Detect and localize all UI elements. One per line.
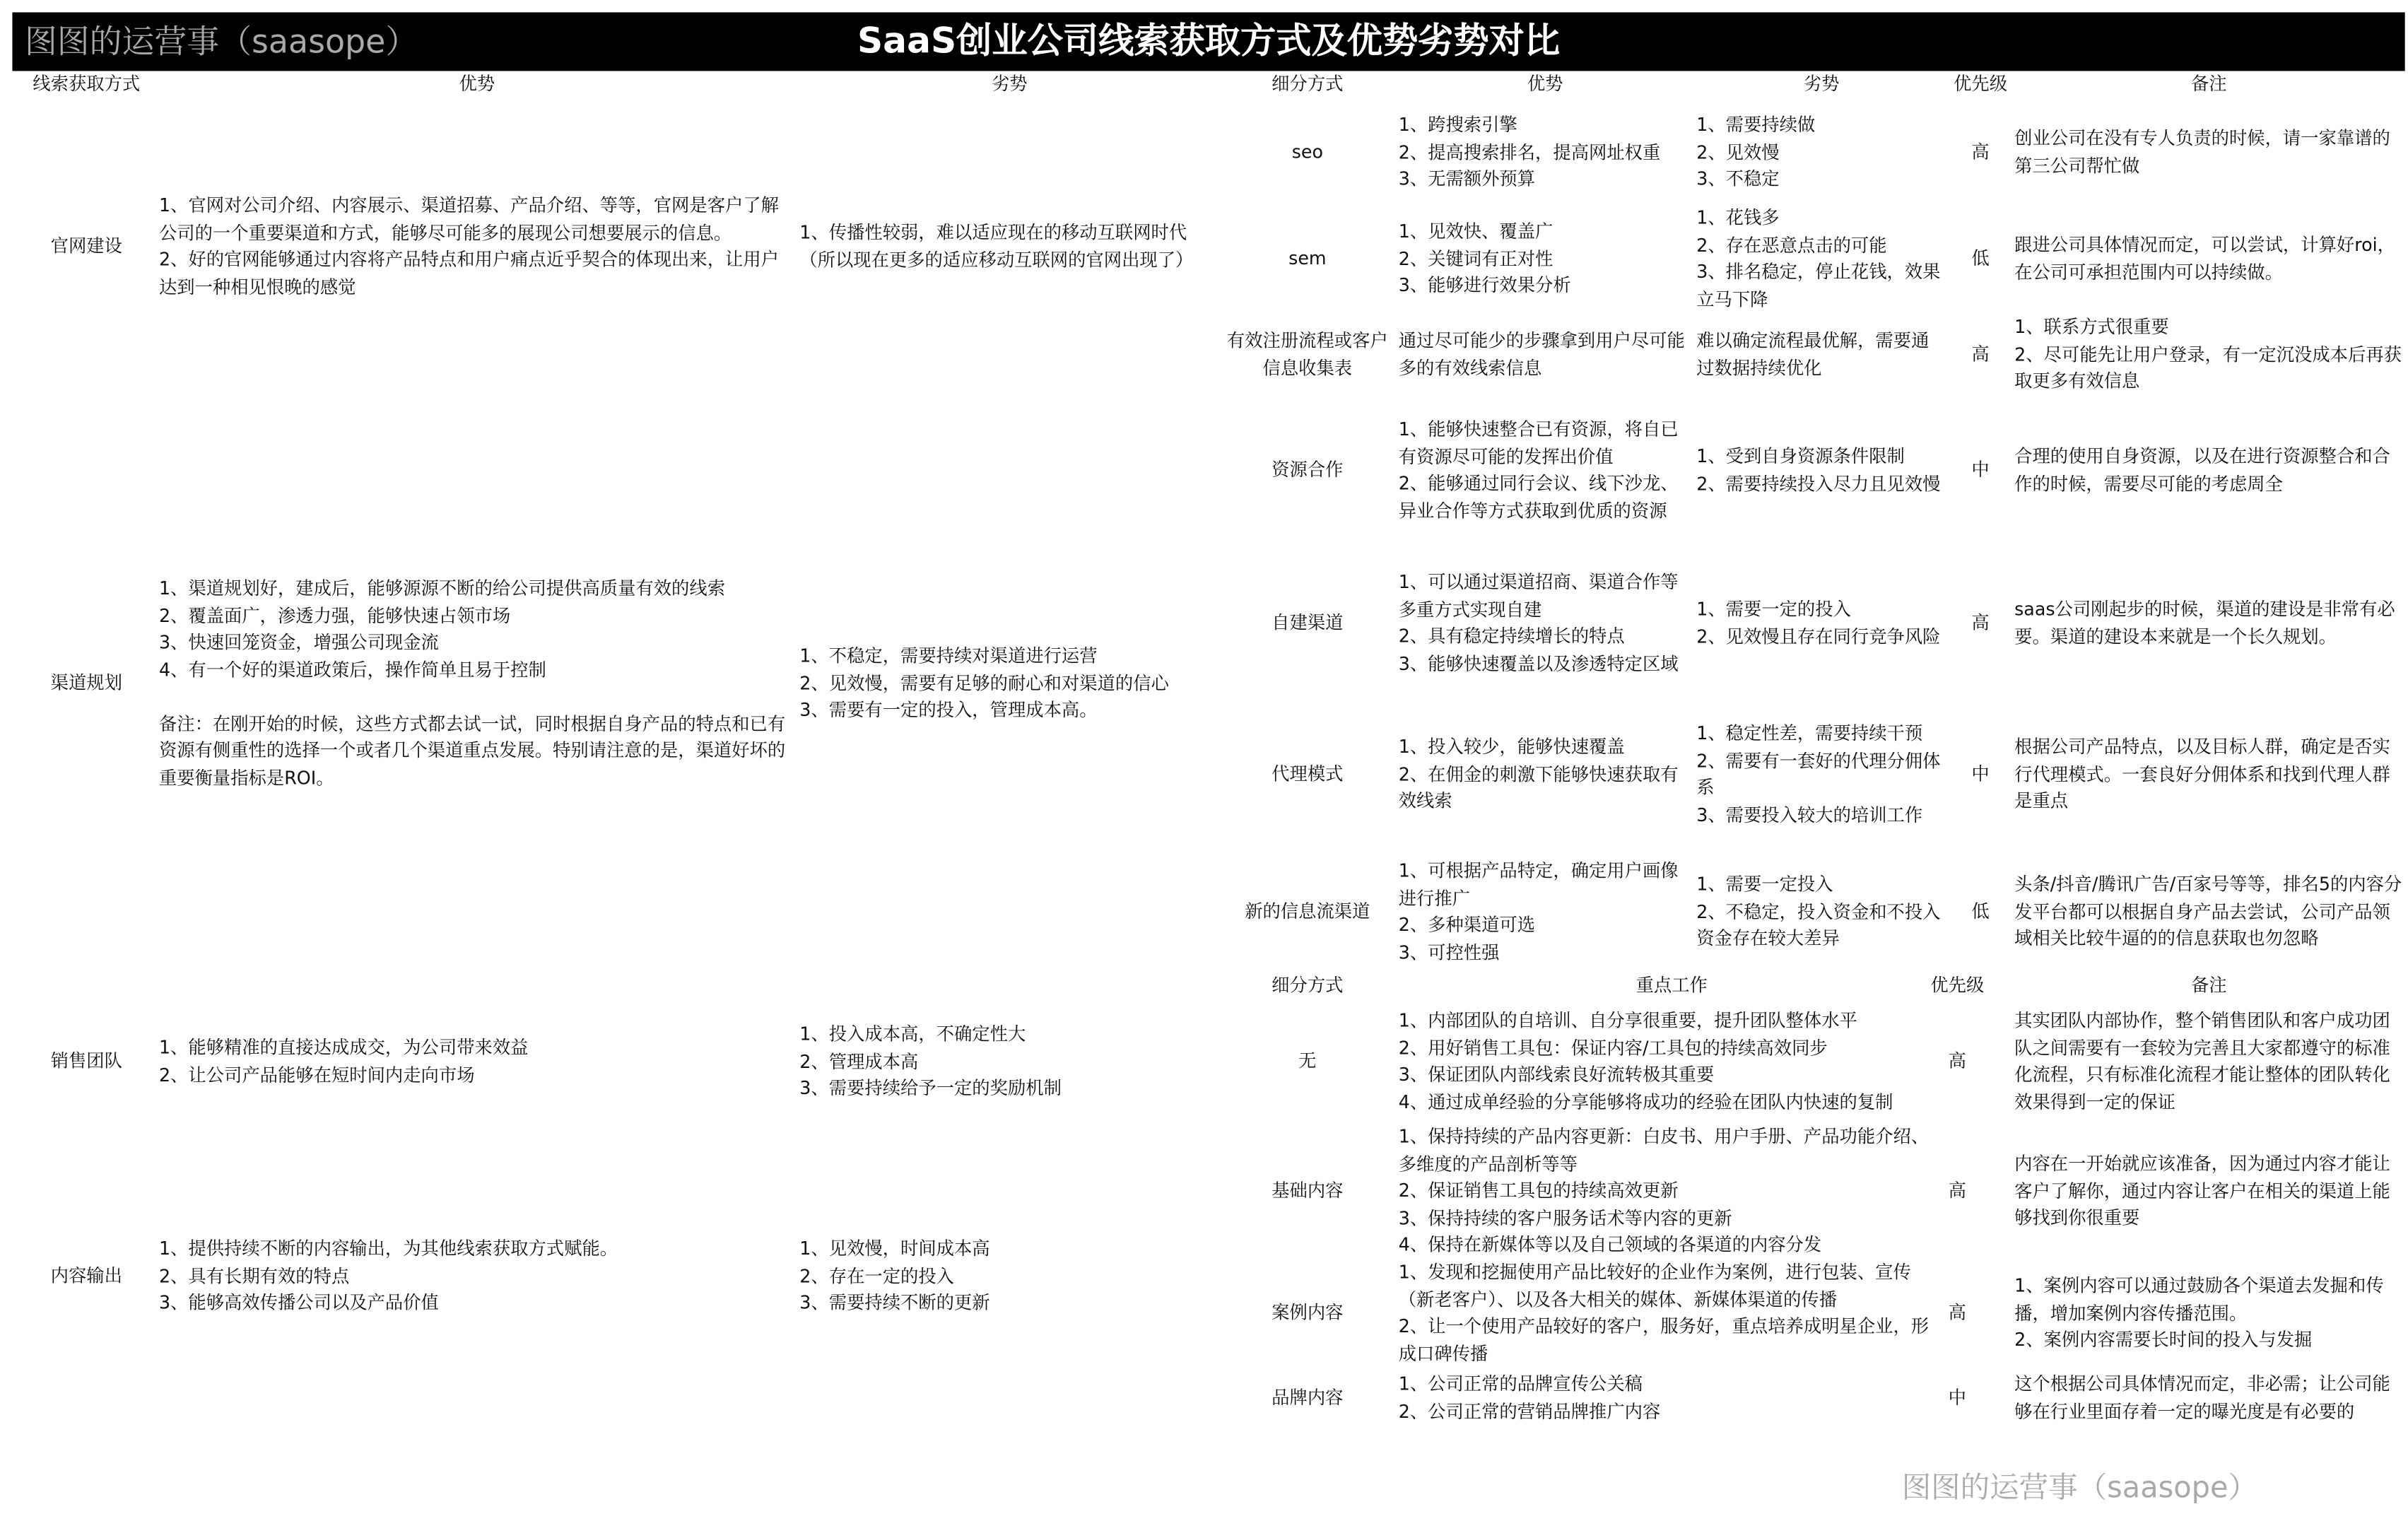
list-line: 1、可以通过渠道招商、渠道合作等多重方式实现自建 [1398, 571, 1679, 620]
list-line: 3、保证团队内部线索良好流转极其重要 [1398, 1063, 1715, 1086]
list-line: 1、案例内容可以通过鼓励各个渠道去发掘和传播，增加案例内容传播范围。 [2014, 1274, 2384, 1324]
list-line: 合理的使用自身资源，以及在进行资源整合和合作的时候，需要尽可能的考虑周全 [2014, 445, 2390, 494]
pros-cell [159, 1035, 795, 1088]
sub-cons [1696, 871, 1946, 953]
list-line: 2、不稳定，投入资金和不投入资金存在较大差异 [1696, 900, 1941, 949]
right-header-3: 优先级 [1954, 73, 2008, 95]
list-line: 3、需要有一定的投入，管理成本高。 [799, 698, 1098, 721]
lead-method: 销售团队 [50, 1050, 122, 1072]
list-line: 1、官网对公司介绍、内容展示、渠道招募、产品介绍、等等，官网是客户了解公司的一个重要渠道和方式，能够尽可能多的展现公司想要展示的信息。 [158, 194, 779, 243]
list-line: 1、需要一定的投入 [1696, 598, 1851, 620]
list-line: 3、需要持续给予一定的奖励机制 [799, 1076, 1062, 1099]
list-line: 1、能够精准的直接达成成交，为公司带来效益 [158, 1036, 529, 1059]
key-work [1399, 1124, 1945, 1259]
note [2014, 444, 2403, 498]
list-line: 2、在佣金的刺激下能够快速获取有效线索 [1398, 763, 1679, 812]
list-line: 1、见效慢，时间成本高 [799, 1238, 990, 1259]
pros-cell [159, 576, 795, 792]
page-title: SaaS创业公司线索获取方式及优势劣势对比 [857, 21, 1561, 62]
list-line: 4、保持在新媒体等以及自己领域的各渠道的内容分发 [1398, 1233, 1822, 1256]
list-line: 头条/抖音/腾讯广告/百家号等等，排名5的内容分发平台都可以根据自身产品去尝试，公司产品领域相关比较牛逼的的信息获取也勿忽略 [2014, 873, 2402, 949]
right-header-2: 劣势 [1803, 73, 1840, 95]
list-line: 2、覆盖面广，渗透力强，能够快速占领市场 [158, 604, 511, 626]
list-line: 1、见效快、覆盖广 [1398, 220, 1554, 242]
list-line: 1、提供持续不断的内容输出，为其他线索获取方式赋能。 [158, 1238, 618, 1259]
footer-watermark: 图图的运营事（saasope） [1901, 1471, 2258, 1505]
note [2014, 871, 2403, 953]
sub-pros [1399, 328, 1689, 382]
note [2014, 1371, 2403, 1425]
sub-cons [1696, 721, 1946, 829]
list-line: 2、存在恶意点击的可能 [1696, 233, 1887, 256]
list-line: 2、公司正常的营销品牌推广内容 [1398, 1399, 1661, 1422]
list-line: 难以确定流程最优解，需要通过数据持续优化 [1696, 329, 1930, 379]
list-line: 1、渠道规划好，建成后，能够源源不断的给公司提供高质量有效的线索 [158, 577, 726, 599]
sub-cons [1696, 112, 1946, 194]
list-line: 1、不稳定，需要持续对渠道进行运营 [799, 645, 1098, 666]
list-line: 4、有一个好的渠道政策后，操作简单且易于控制 [158, 658, 546, 681]
note [2014, 1273, 2403, 1354]
priority: 高 [1948, 1050, 1966, 1072]
list-line: 2、让公司产品能够在短时间内走向市场 [158, 1063, 475, 1086]
list-line: 1、内部团队的自培训、自分享很重要，提升团队整体水平 [1398, 1009, 1857, 1031]
list-line [159, 684, 795, 711]
list-line: 3、能够快速覆盖以及渗透特定区域 [1398, 652, 1679, 674]
cons-cell [799, 1236, 1213, 1317]
list-line: 3、保持持续的客户服务话术等内容的更新 [1398, 1206, 1732, 1228]
note [2014, 597, 2403, 650]
list-line: 2、多种渠道可选 [1398, 913, 1536, 936]
note [2014, 126, 2403, 180]
list-line: 2、好的官网能够通过内容将产品特点和用户痛点近乎契合的体现出来，让用户达到一种相见恨晚的感觉 [158, 248, 779, 298]
right-header2-2: 优先级 [1930, 974, 1985, 997]
sub-cons [1696, 328, 1946, 382]
lead-method: 官网建设 [50, 235, 122, 257]
note [2014, 1008, 2403, 1116]
list-line: 这个根据公司具体情况而定，非必需；让公司能够在行业里面存着一定的曝光度是有必要的 [2014, 1373, 2390, 1422]
list-line: 备注：在刚开始的时候，这些方式都去试一试，同时根据自身产品的特点和已有资源有侧重性的选择一个或者几个渠道重点发展。特别请注意的是，渠道好坏的重要衡量指标是ROI。 [158, 712, 786, 788]
list-line: 根据公司产品特点，以及目标人群，确定是否实行代理模式。一套良好分佣体系和找到代理人群是重点 [2014, 736, 2390, 812]
list-line: 2、尽可能先让用户登录，有一定沉没成本后再获取更多有效信息 [2014, 343, 2402, 392]
list-line: 2、管理成本高 [799, 1050, 919, 1072]
sub-method: 品牌内容 [1271, 1386, 1344, 1409]
list-line: 1、稳定性差，需要持续干预 [1696, 722, 1923, 744]
list-line: 3、能够进行效果分析 [1398, 274, 1571, 296]
cons-cell [799, 220, 1213, 274]
list-line: 3、排名稳定，停止花钱，效果立马下降 [1696, 261, 1941, 310]
list-line: 1、发现和挖掘使用产品比较好的企业作为案例，进行包装、宣传（新老客户）、以及各大相关的媒体、新媒体渠道的传播 [1398, 1261, 1911, 1310]
list-line: 2、让一个使用产品较好的客户，服务好，重点培养成明星企业，形成口碑传播 [1398, 1315, 1930, 1364]
title-bar [12, 12, 2404, 71]
sub-pros [1399, 734, 1689, 816]
list-line: 1、能够快速整合已有资源，将自已有资源尽可能的发挥出价值 [1398, 418, 1679, 467]
list-line: 跟进公司具体情况而定，可以尝试，计算好roi，在公司可承担范围内可以持续做。 [2014, 233, 2395, 283]
list-line: 3、可控性强 [1398, 941, 1500, 963]
priority: 中 [1971, 763, 1990, 785]
priority: 高 [1971, 611, 1990, 633]
cons-cell [799, 1021, 1213, 1103]
sub-pros [1399, 219, 1689, 300]
list-line: 1、公司正常的品牌宣传公关稿 [1398, 1373, 1643, 1395]
right-header2-0: 细分方式 [1271, 974, 1344, 997]
list-line: 2、需要有一套好的代理分佣体系 [1696, 749, 1941, 799]
list-line: 1、花钱多 [1696, 206, 1780, 229]
list-line: 1、投入较少，能够快速覆盖 [1398, 736, 1625, 758]
right-header-4: 备注 [2190, 73, 2227, 95]
right-header2-3: 备注 [2190, 974, 2227, 997]
list-line: 2、能够通过同行会议、线下沙龙、异业合作等方式获取到优质的资源 [1398, 472, 1679, 522]
sub-method: 有效注册流程或客户信息收集表 [1226, 329, 1388, 379]
sub-method: 无 [1298, 1050, 1317, 1072]
list-line: 3、无需额外预算 [1398, 168, 1536, 190]
sub-cons [1696, 444, 1946, 498]
left-header-2: 劣势 [991, 73, 1028, 95]
priority: 低 [1971, 247, 1990, 269]
list-line: 1、可根据产品特定，确定用户画像进行推广 [1398, 859, 1679, 909]
list-line: 3、需要持续不断的更新 [799, 1291, 990, 1314]
list-line: 3、需要投入较大的培训工作 [1696, 803, 1923, 826]
list-line: 2、用好销售工具包：保证内容/工具包的持续高效同步 [1398, 1036, 1828, 1059]
list-line: 2、见效慢，需要有足够的耐心和对渠道的信心 [799, 671, 1169, 694]
priority: 中 [1948, 1386, 1966, 1409]
sub-pros [1399, 858, 1689, 966]
list-line: 1、跨搜索引擎 [1398, 114, 1517, 136]
sub-method: 资源合作 [1271, 459, 1344, 481]
pros-cell [159, 1236, 795, 1317]
list-line: 其实团队内部协作，整个销售团队和客户成功团队之间需要有一套较为完善且大家都遵守的标准化流程，只有标准化流程才能让整体的团队转化效果得到一定的保证 [2014, 1009, 2390, 1112]
list-line: 3、不稳定 [1696, 168, 1780, 190]
key-work [1399, 1259, 1945, 1368]
note [2014, 233, 2403, 286]
list-line: 1、保持持续的产品内容更新：白皮书、用户手册、产品功能介绍、多维度的产品剖析等等 [1398, 1125, 1930, 1175]
list-line: 1、传播性较弱，难以适应现在的移动互联网时代（所以现在更多的适应移动互联网的官网出现了） [799, 221, 1194, 271]
note [2014, 1151, 2403, 1233]
priority: 高 [1971, 343, 1990, 365]
priority: 中 [1971, 459, 1990, 481]
sub-method: 自建渠道 [1271, 611, 1344, 633]
list-line: 1、联系方式很重要 [2014, 316, 2169, 338]
list-line: 2、见效慢且存在同行竞争风险 [1696, 625, 1941, 647]
sub-method: 代理模式 [1271, 763, 1344, 785]
right-header-1: 优势 [1527, 73, 1563, 95]
list-line: 4、通过成单经验的分享能够将成功的经验在团队内快速的复制 [1398, 1090, 1893, 1112]
priority: 高 [1948, 1301, 1966, 1324]
sub-method: 基础内容 [1271, 1180, 1344, 1202]
lead-method: 内容输出 [50, 1264, 122, 1286]
sub-cons [1696, 597, 1946, 650]
priority: 高 [1948, 1180, 1966, 1202]
list-line: 2、具有稳定持续增长的特点 [1398, 625, 1625, 647]
left-header-1: 优势 [459, 73, 495, 95]
sub-method: seo [1291, 141, 1323, 163]
sub-pros [1399, 112, 1689, 194]
note [2014, 315, 2403, 396]
list-line: 1、受到自身资源条件限制 [1696, 445, 1905, 467]
lead-method: 渠道规划 [50, 671, 122, 694]
priority: 高 [1971, 141, 1990, 163]
sub-method: sem [1288, 247, 1327, 269]
note [2014, 734, 2403, 816]
header-watermark: 图图的运营事（saasope） [24, 23, 418, 61]
list-line: 2、关键词有正对性 [1398, 247, 1554, 269]
sub-method: 案例内容 [1271, 1301, 1344, 1324]
priority: 低 [1971, 900, 1990, 922]
key-work [1399, 1008, 1945, 1116]
list-line: 1、投入成本高，不确定性大 [799, 1023, 1026, 1045]
left-header-0: 线索获取方式 [33, 73, 141, 95]
key-work [1399, 1371, 1945, 1425]
list-line: saas公司刚起步的时候，渠道的建设是非常有必要。渠道的建设本来就是一个长久规划。 [2014, 598, 2395, 647]
list-line: 创业公司在没有专人负责的时候，请一家靠谱的第三公司帮忙做 [2014, 127, 2390, 176]
list-line: 3、能够高效传播公司以及产品价值 [158, 1291, 439, 1314]
pros-cell [159, 193, 795, 301]
cons-cell [799, 643, 1213, 724]
list-line: 2、需要持续投入尽力且见效慢 [1696, 472, 1941, 494]
list-line: 2、存在一定的投入 [799, 1264, 955, 1286]
right-header2-1: 重点工作 [1635, 974, 1708, 997]
sub-cons [1696, 205, 1946, 313]
list-line: 2、提高搜索排名，提高网址权重 [1398, 141, 1661, 163]
right-header-0: 细分方式 [1271, 73, 1344, 95]
list-line: 内容在一开始就应该准备，因为通过内容才能让客户了解你，通过内容让客户在相关的渠道上能够找到你很重要 [2014, 1152, 2390, 1228]
list-line: 2、保证销售工具包的持续高效更新 [1398, 1180, 1679, 1202]
sub-pros [1399, 570, 1689, 678]
list-line: 1、需要持续做 [1696, 114, 1816, 136]
list-line: 2、案例内容需要长时间的投入与发掘 [2014, 1328, 2313, 1351]
sub-method: 新的信息流渠道 [1245, 900, 1370, 922]
list-line: 通过尽可能少的步骤拿到用户尽可能多的有效线索信息 [1398, 329, 1685, 379]
sub-pros [1399, 417, 1689, 525]
list-line: 1、需要一定投入 [1696, 873, 1833, 895]
list-line: 2、见效慢 [1696, 141, 1780, 163]
list-line: 2、具有长期有效的特点 [158, 1264, 350, 1286]
list-line: 3、快速回笼资金，增强公司现金流 [158, 631, 439, 653]
